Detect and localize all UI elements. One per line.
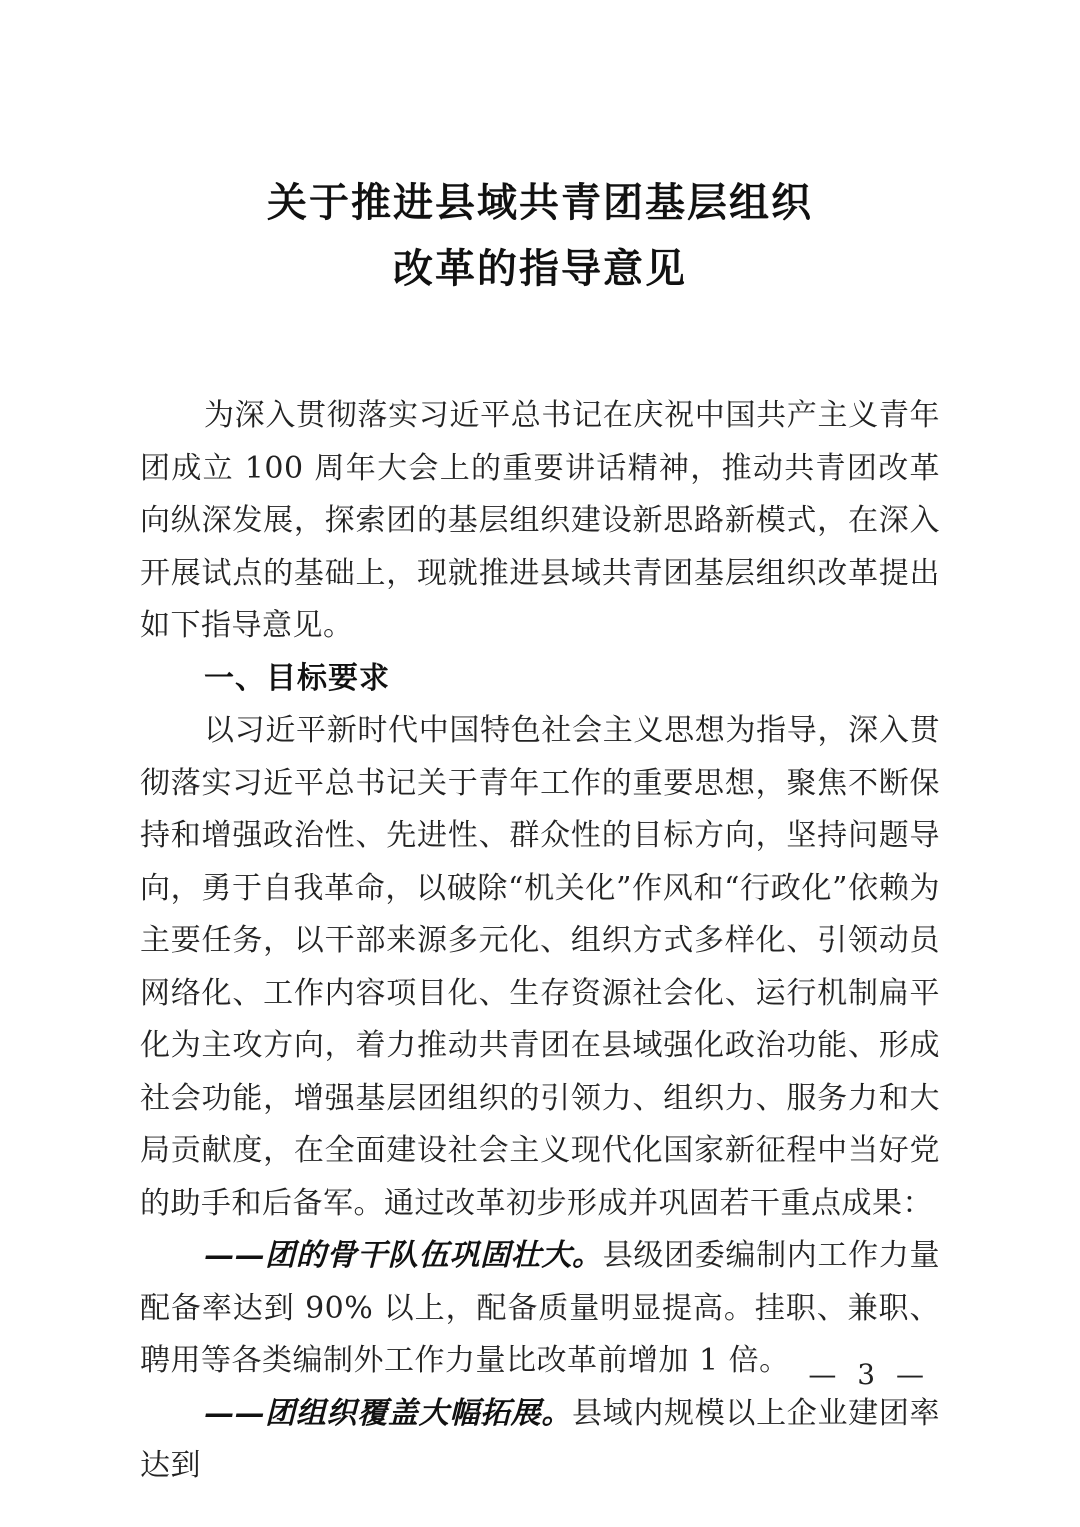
- paragraph-goals: 以习近平新时代中国特色社会主义思想为指导，深入贯彻落实习近平总书记关于青年工作的重要思想，聚焦不断保持和增强政治性、先进性、群众性的目标方向，坚持问题导向，勇于自我革命，以破除“机关化”作风和“行政化”依赖为主要任务，以干部来源多元化、组织方式多样化、引领动员网络化、工作内容项目化、生存资源社会化、运行机制扁平化为主攻方向，着力推动共青团在县域强化政治功能、形成社会功能，增强基层团组织的引领力、组织力、服务力和大局贡献度，在全面建设社会主义现代化国家新征程中当好党的助手和后备军。通过改革初步形成并巩固若干重点成果：: [140, 713, 940, 1221]
- document-title-line2: 改革的指导意见: [393, 245, 687, 292]
- document-title-line1: 关于推进县域共青团基层组织: [267, 179, 813, 226]
- section-heading-goals: 一、目标要求: [204, 660, 390, 696]
- document-content: [140, 0, 940, 1493]
- paragraph-result-coverage: [140, 1388, 940, 1493]
- result-cadre-body: 县级团委编制内工作力量配备率达到 90% 以上，配备质量明显提高。挂职、兼职、聘用等各类编制外工作力量比改革前增加 1 倍。: [140, 1238, 941, 1378]
- document-title: [140, 170, 940, 302]
- result-cadre-lead: ——团的骨干队伍巩固壮大。: [204, 1238, 603, 1273]
- page-number: — 3 —: [808, 1358, 930, 1391]
- paragraph-intro: 为深入贯彻落实习近平总书记在庆祝中国共产主义青年团成立 100 周年大会上的重要讲话精神，推动共青团改革向纵深发展，探索团的基层组织建设新思路新模式，在深入开展试点的基础上，现就推进县域共青团基层组织改革提出如下指导意见。: [140, 398, 940, 643]
- result-coverage-body: 县域内规模以上企业建团率达到: [140, 1395, 940, 1483]
- result-coverage-lead: ——团组织覆盖大幅拓展。: [204, 1395, 572, 1431]
